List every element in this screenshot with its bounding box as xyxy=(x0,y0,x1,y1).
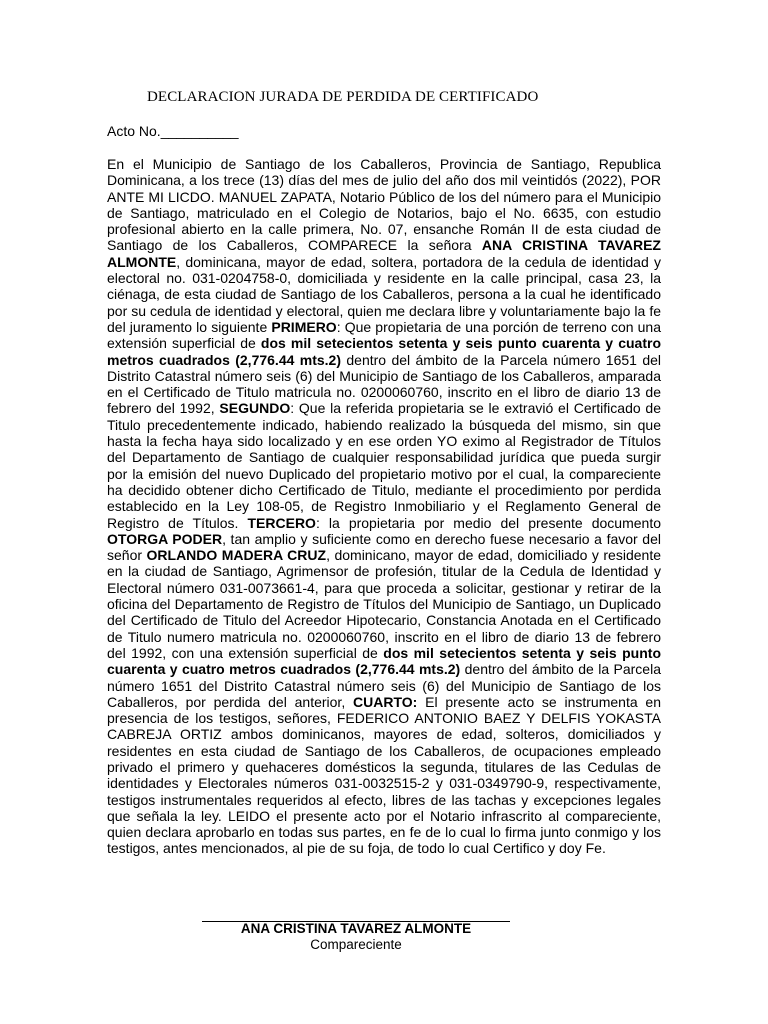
body-text-run: El presente acto se instrumenta en presencia de los testigos, señores, FEDERICO ANTONIO BAEZ Y DELFIS YOKASTA CABREJA ORTIZ ambos dominicanos, mayores de edad, solteros, domiciliados y residentes en esta ciudad de Santiago de los Caballeros, de ocupaciones empleado privado el primero y quehaceres domésticos la segunda, titulares de las Cedulas de identidades y Electorales números 031-0032515-2 y 031-0349790-9, respectivamente, testigos instrumentales requeridos al efecto, libres de las tachas y excepciones legales que señala la ley. LEIDO el presente acto por el Notario infrascrito al compareciente, quien declara aprobarlo en todas sus partes, en fe de lo cual lo firma junto conmigo y los testigos, antes mencionados, al pie de su foja, de todo lo cual Certifico y doy Fe. xyxy=(107,693,662,857)
body-bold-run: OTORGA PODER xyxy=(107,530,223,547)
body-bold-run: ORLANDO MADERA CRUZ xyxy=(146,547,327,564)
body-bold-run: TERCERO xyxy=(247,514,316,531)
body-text-run: , dominicano, mayor de edad, domiciliado y residente en la ciudad de Santiago, Agrimensor de profesión, titular de la Cedula de Identidad y Electoral número 031-0073661-4, para que proceda a solicitar, gestionar y retirar de la oficina del Departamento de Registro de Títulos del Municipio de Santiago, un Duplicado del Certificado de Titulo del Acreedor Hipotecario, Constancia Anotada en el Certificado de Titulo numero matricula no. 0200060760, inscrito en el libro de diario 13 de febrero del 1992, con una extensión superficial de xyxy=(107,547,661,661)
body-text-run: : Que propietaria de una porción de terreno con una extensión superficial de xyxy=(107,318,661,352)
body-bold-run: dos mil setecientos setenta y seis punto cuarenta y cuatro metros cuadrados (2,776.44 mts.2) xyxy=(107,644,662,678)
body-text-run: En el Municipio de Santiago de los Caballeros, Provincia de Santiago, Republica Dominicana, a los trece (13) días del mes de julio del año dos mil veintidós (2022), POR ANTE MI LICDO. MANUEL ZAPATA, Notario Público de los del número para el Municipio de Santiago, matriculado en el Colegio de Notarios, bajo el No. 6635, con estudio profesional abierto en la calle primera, No. 07, ensanche Román II de esta ciudad de Santiago de los Caballeros, COMPARECE la señora xyxy=(107,156,661,254)
body-text-run: dentro del ámbito de la Parcela número 1651 del Distrito Catastral número seis (6) del Municipio de Santiago de los Caballeros, por perdida del anterior, xyxy=(107,661,661,710)
body-text-run: : Que la referida propietaria se le extravió el Certificado de Titulo precedentemente indicado, habiendo realizado la búsqueda del mismo, sin que hasta la fecha haya sido localizado y en ese orden YO eximo al Registrador de Títulos del Departamento de Santiago de cualquier responsabilidad jurídica que pueda surgir por la emisión del nuevo Duplicado del propietario motivo por el cual, la compareciente ha decidido obtener dicho Certificado de Titulo, mediante el procedimiento por perdida establecido en la Ley 108-05, de Registro Inmobiliario y el Reglamento General de Registro de Títulos. xyxy=(107,400,661,531)
body-text-run: dentro del ámbito de la Parcela número 1651 del Distrito Catastral número seis (6) del Municipio de Santiago de los Caballeros, amparada en el Certificado de Titulo matricula no. 0200060760, inscrito en el libro de diario 13 de febrero del 1992, xyxy=(107,351,661,417)
signatory-name: ANA CRISTINA TAVAREZ ALMONTE xyxy=(240,921,472,936)
signatory-role: Compareciente xyxy=(310,937,402,952)
body-text-run: , tan amplio y suficiente como en derecho fuese necesario a favor del señor xyxy=(107,530,661,564)
body-bold-run: CUARTO: xyxy=(353,693,418,710)
body-bold-run: dos mil setecientos setenta y seis punto cuarenta y cuatro metros cuadrados (2,776.44 mts.2) xyxy=(107,335,662,368)
document-title: DECLARACION JURADA DE PERDIDA DE CERTIFICADO xyxy=(147,89,539,105)
body-bold-run: ANA CRISTINA TAVAREZ ALMONTE xyxy=(107,237,661,270)
body-bold-run: PRIMERO xyxy=(271,318,337,335)
body-bold-run: SEGUNDO xyxy=(219,400,291,417)
acto-number: Acto No.__________ xyxy=(107,123,239,139)
body-text-run: : la propietaria por medio del presente documento xyxy=(315,514,661,531)
body-text-run: , dominicana, mayor de edad, soltera, portadora de la cedula de identidad y electoral no. 031-0204758-0, domiciliada y residente en la calle principal, casa 23, la ciénaga, de esta ciudad de Santiago de los Caballeros, persona a la cual he identificado por su cedula de identidad y electoral, quien me declara libre y voluntariamente bajo la fe del juramento lo siguiente xyxy=(107,253,661,335)
declaration-body xyxy=(107,156,661,857)
